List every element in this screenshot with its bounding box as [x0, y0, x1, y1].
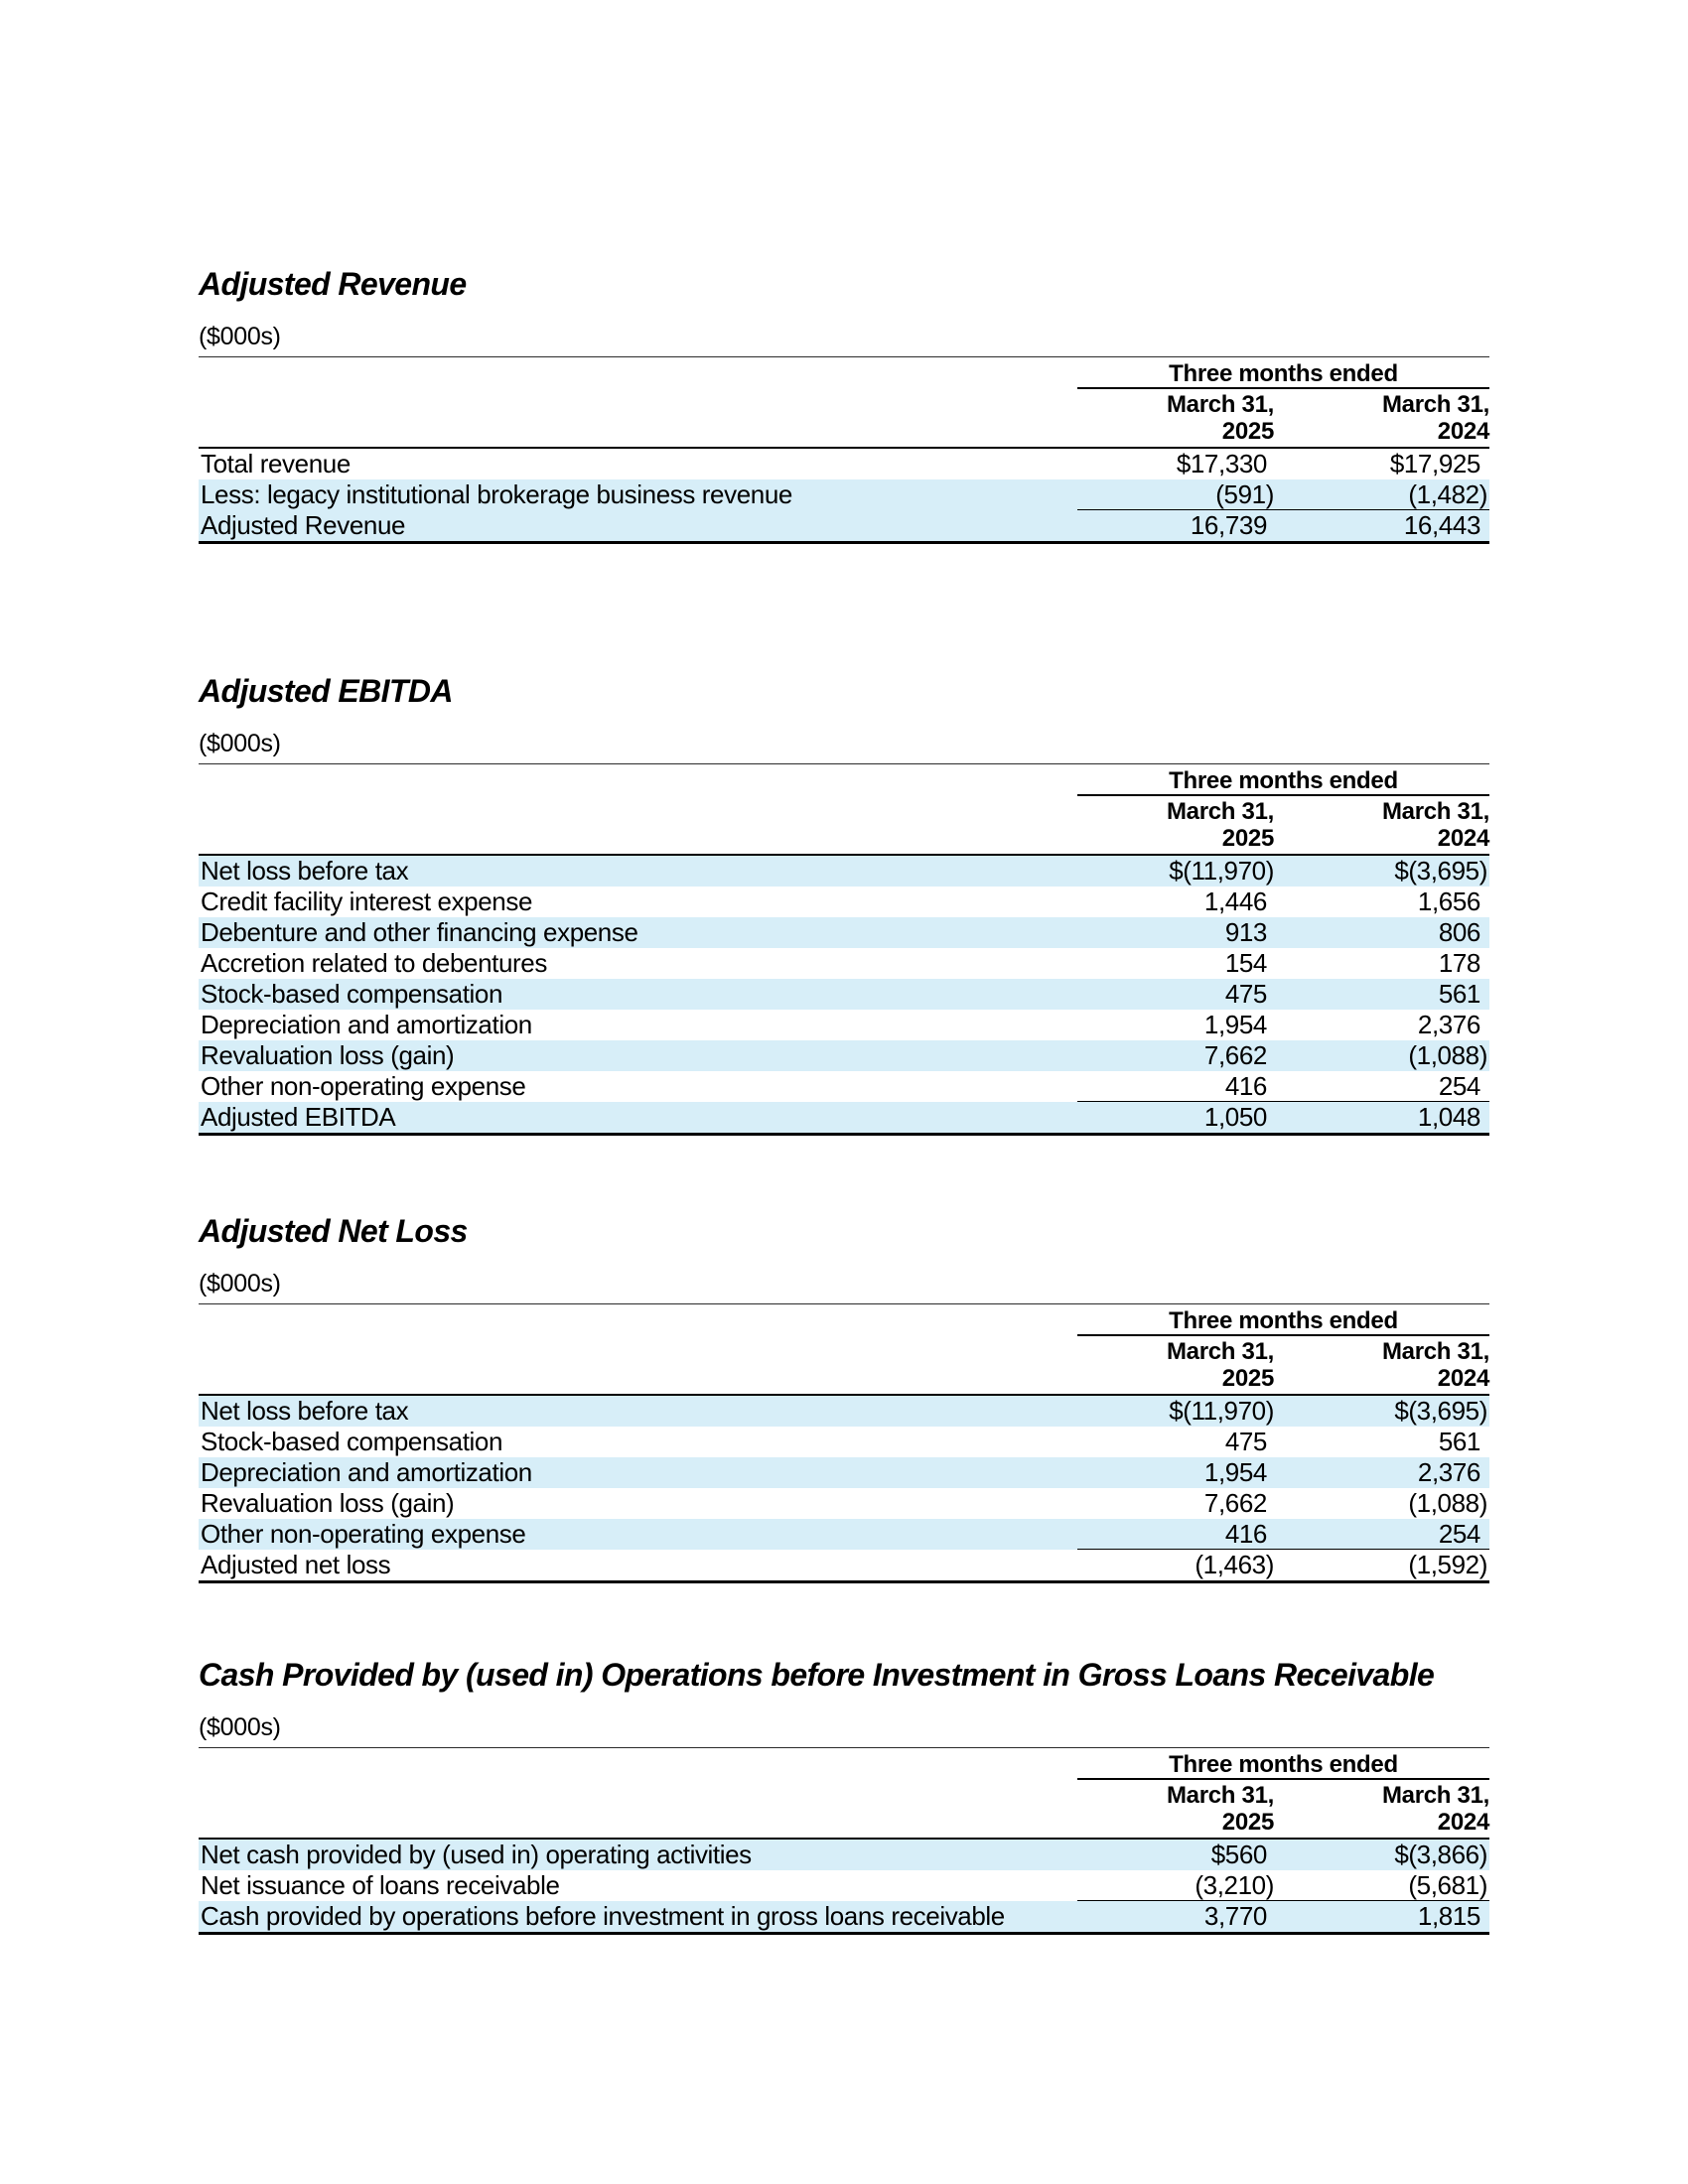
page-content: [199, 264, 1489, 1935]
table-title: Adjusted EBITDA: [199, 673, 453, 709]
row-label: Adjusted EBITDA: [201, 1102, 396, 1132]
value-2024: (5,681): [1408, 1870, 1487, 1900]
value-2024: 16,443: [1403, 510, 1480, 540]
value-2024: 254: [1438, 1071, 1480, 1101]
row-label: Revaluation loss (gain): [201, 1040, 455, 1070]
table-row: [199, 1870, 1489, 1901]
value-2025: (591): [1215, 479, 1274, 509]
row-label: Net issuance of loans receivable: [201, 1870, 560, 1900]
table-row: [199, 979, 1489, 1010]
financial-table-section: [199, 1655, 1489, 1935]
table-row: [199, 917, 1489, 948]
row-label: Credit facility interest expense: [201, 887, 533, 916]
column-header-month: March 31,: [1166, 391, 1274, 418]
column-header-2025: [1077, 1782, 1276, 1836]
value-2024: (1,482): [1408, 479, 1487, 509]
units-label: ($000s): [199, 729, 1489, 764]
row-values: [1077, 887, 1489, 917]
financial-table-section: [199, 264, 1489, 544]
table-row: [199, 1901, 1489, 1932]
value-2024: 2,376: [1417, 1457, 1480, 1487]
column-headers: [1077, 796, 1489, 854]
column-header-year: 2025: [1221, 1809, 1274, 1836]
period-header: Three months ended: [1077, 1304, 1489, 1336]
value-2025: 1,954: [1203, 1010, 1267, 1039]
period-header: Three months ended: [1077, 1748, 1489, 1780]
value-2025: $560: [1210, 1840, 1267, 1869]
value-2024: (1,088): [1408, 1488, 1487, 1518]
table-row: [199, 1519, 1489, 1550]
table-body: [199, 1396, 1489, 1583]
value-2024: 1,656: [1417, 887, 1480, 916]
row-values: [1077, 1901, 1489, 1932]
value-2025: 1,050: [1203, 1102, 1267, 1132]
table-header: [199, 1748, 1489, 1840]
column-header-year: 2025: [1221, 418, 1274, 445]
value-2025: (3,210): [1195, 1870, 1274, 1900]
row-values: [1077, 510, 1489, 541]
value-2025: 416: [1224, 1071, 1267, 1101]
table-body: [199, 449, 1489, 544]
table-row: [199, 1457, 1489, 1488]
column-header-month: March 31,: [1381, 391, 1489, 418]
column-header-month: March 31,: [1381, 798, 1489, 825]
table-row: [199, 1840, 1489, 1870]
value-2024: 806: [1438, 917, 1480, 947]
row-label: Other non-operating expense: [201, 1519, 526, 1549]
row-values: [1077, 917, 1489, 948]
table-row: [199, 1071, 1489, 1102]
row-label: Stock-based compensation: [201, 1427, 503, 1456]
value-2025: 913: [1224, 917, 1267, 947]
column-header-year: 2025: [1221, 1365, 1274, 1392]
row-label: Cash provided by operations before investment in gross loans receivable: [201, 1901, 1005, 1931]
value-2024: (1,592): [1408, 1550, 1487, 1579]
row-label: Adjusted net loss: [201, 1550, 391, 1579]
row-values: [1077, 1396, 1489, 1427]
financial-table-section: [199, 1211, 1489, 1583]
row-values: [1077, 1870, 1489, 1901]
column-headers: [1077, 1336, 1489, 1394]
units-label: ($000s): [199, 1712, 1489, 1748]
value-2025: 7,662: [1203, 1488, 1267, 1518]
table-header: [199, 357, 1489, 449]
value-2024: 178: [1438, 948, 1480, 978]
column-header-year: 2024: [1437, 1365, 1489, 1392]
column-header-month: March 31,: [1381, 1782, 1489, 1809]
table-title: Cash Provided by (used in) Operations before Investment in Gross Loans Receivable: [199, 1657, 1435, 1693]
value-2025: 1,954: [1203, 1457, 1267, 1487]
row-label: Debenture and other financing expense: [201, 917, 638, 947]
row-label: Total revenue: [201, 449, 351, 478]
value-2024: 254: [1438, 1519, 1480, 1549]
value-2024: 561: [1438, 1427, 1480, 1456]
table-title: Adjusted Net Loss: [199, 1213, 468, 1249]
table-row: [199, 1550, 1489, 1580]
table-row: [199, 1396, 1489, 1427]
value-2025: $(11,970): [1169, 1396, 1274, 1426]
period-header: Three months ended: [1077, 357, 1489, 389]
value-2024: $(3,695): [1394, 1396, 1487, 1426]
value-2025: $(11,970): [1169, 856, 1274, 886]
value-2025: 475: [1224, 1427, 1267, 1456]
value-2025: $17,330: [1176, 449, 1267, 478]
row-values: [1077, 1519, 1489, 1550]
column-header-2024: [1276, 1338, 1489, 1392]
column-header-year: 2024: [1437, 825, 1489, 852]
column-header-2025: [1077, 1338, 1276, 1392]
column-header-year: 2024: [1437, 1809, 1489, 1836]
row-label: Depreciation and amortization: [201, 1457, 532, 1487]
table-row: [199, 479, 1489, 510]
row-label: Depreciation and amortization: [201, 1010, 532, 1039]
value-2025: 416: [1224, 1519, 1267, 1549]
table-row: [199, 449, 1489, 479]
row-values: [1077, 1457, 1489, 1488]
column-headers: [1077, 1780, 1489, 1838]
row-label: Stock-based compensation: [201, 979, 503, 1009]
row-label: Adjusted Revenue: [201, 510, 406, 540]
value-2025: 1,446: [1203, 887, 1267, 916]
value-2024: $(3,866): [1394, 1840, 1487, 1869]
column-header-month: March 31,: [1381, 1338, 1489, 1365]
table-row: [199, 856, 1489, 887]
column-header-2024: [1276, 391, 1489, 445]
row-values: [1077, 1427, 1489, 1457]
value-2025: (1,463): [1195, 1550, 1274, 1579]
units-label: ($000s): [199, 1269, 1489, 1304]
value-2024: $17,925: [1389, 449, 1480, 478]
table-header: [199, 764, 1489, 856]
units-label: ($000s): [199, 322, 1489, 357]
row-values: [1077, 1040, 1489, 1071]
value-2024: 1,048: [1417, 1102, 1480, 1132]
table-body: [199, 1840, 1489, 1935]
value-2025: 475: [1224, 979, 1267, 1009]
table-header: [199, 1304, 1489, 1396]
table-title: Adjusted Revenue: [199, 266, 467, 302]
period-header: Three months ended: [1077, 764, 1489, 796]
table-row: [199, 948, 1489, 979]
table-row: [199, 1040, 1489, 1071]
row-values: [1077, 1840, 1489, 1870]
column-header-year: 2025: [1221, 825, 1274, 852]
row-label: Net loss before tax: [201, 856, 409, 886]
row-values: [1077, 948, 1489, 979]
value-2025: 3,770: [1203, 1901, 1267, 1931]
row-label: Accretion related to debentures: [201, 948, 547, 978]
column-header-2025: [1077, 798, 1276, 852]
row-values: [1077, 979, 1489, 1010]
table-row: [199, 1427, 1489, 1457]
row-values: [1077, 449, 1489, 479]
row-values: [1077, 1071, 1489, 1102]
value-2025: 7,662: [1203, 1040, 1267, 1070]
column-headers: [1077, 389, 1489, 447]
table-row: [199, 510, 1489, 541]
row-label: Revaluation loss (gain): [201, 1488, 455, 1518]
column-header-2025: [1077, 391, 1276, 445]
table-body: [199, 856, 1489, 1136]
row-values: [1077, 1488, 1489, 1519]
row-values: [1077, 1102, 1489, 1133]
value-2024: 2,376: [1417, 1010, 1480, 1039]
column-header-2024: [1276, 1782, 1489, 1836]
column-header-2024: [1276, 798, 1489, 852]
value-2024: 561: [1438, 979, 1480, 1009]
value-2024: $(3,695): [1394, 856, 1487, 886]
row-values: [1077, 856, 1489, 887]
column-header-month: March 31,: [1166, 1338, 1274, 1365]
value-2025: 16,739: [1190, 510, 1267, 540]
row-label: Net cash provided by (used in) operating activities: [201, 1840, 752, 1869]
column-header-month: March 31,: [1166, 1782, 1274, 1809]
column-header-month: March 31,: [1166, 798, 1274, 825]
row-values: [1077, 1010, 1489, 1040]
row-values: [1077, 1550, 1489, 1580]
table-row: [199, 1488, 1489, 1519]
table-row: [199, 1010, 1489, 1040]
column-header-year: 2024: [1437, 418, 1489, 445]
row-values: [1077, 479, 1489, 510]
table-row: [199, 887, 1489, 917]
value-2025: 154: [1224, 948, 1267, 978]
value-2024: 1,815: [1417, 1901, 1480, 1931]
row-label: Other non-operating expense: [201, 1071, 526, 1101]
table-row: [199, 1102, 1489, 1133]
row-label: Less: legacy institutional brokerage business revenue: [201, 479, 792, 509]
financial-table-section: [199, 671, 1489, 1136]
row-label: Net loss before tax: [201, 1396, 409, 1426]
value-2024: (1,088): [1408, 1040, 1487, 1070]
